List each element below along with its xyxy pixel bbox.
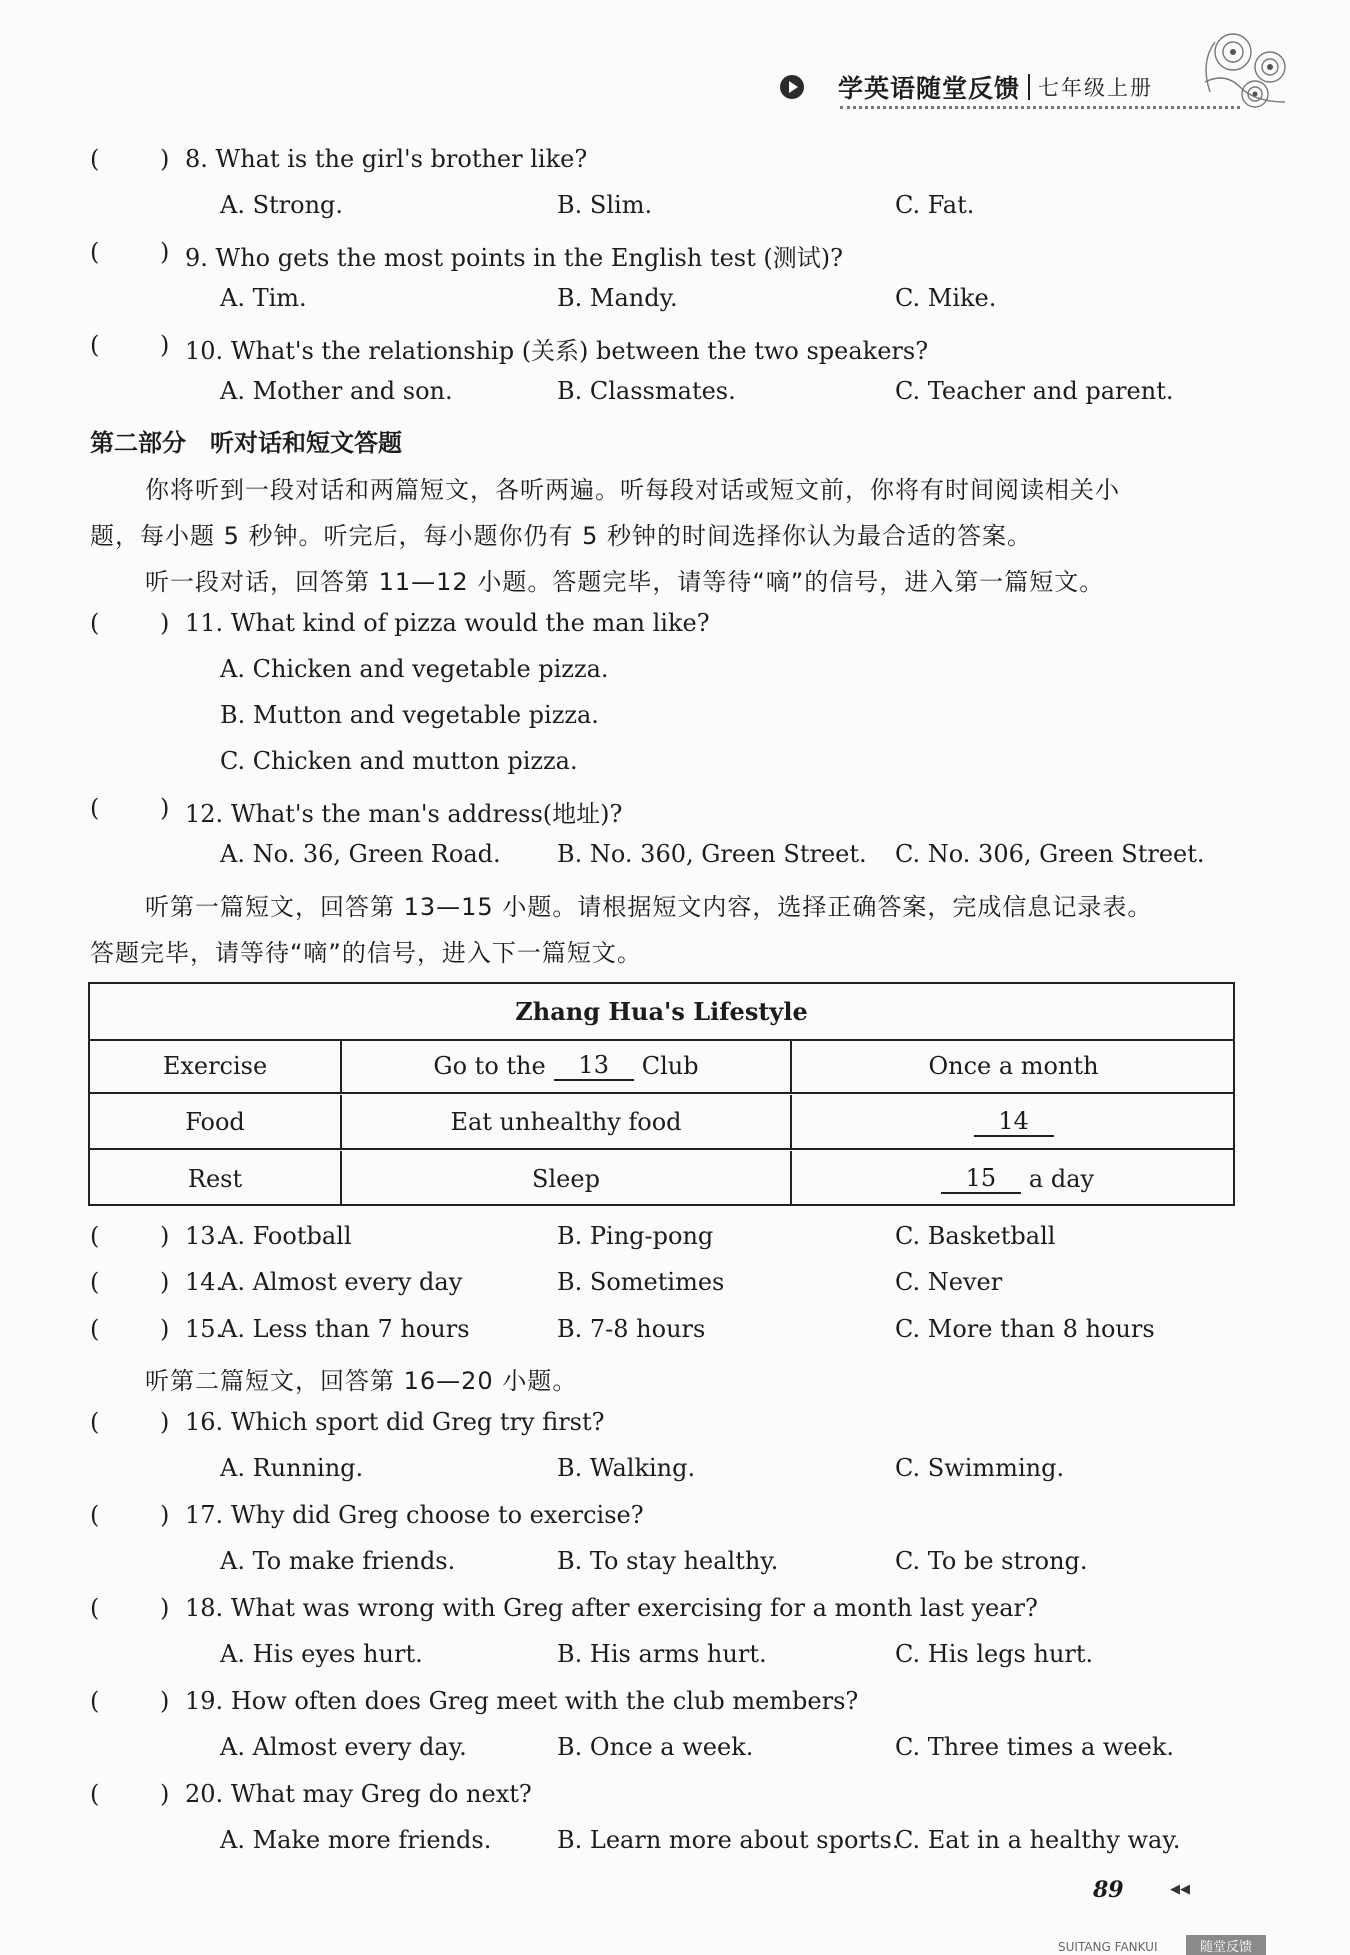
question-number: 14. bbox=[185, 1268, 224, 1296]
table-title: Zhang Hua's Lifestyle bbox=[90, 984, 1233, 1041]
page-number: 89 bbox=[1093, 1877, 1124, 1903]
option-b[interactable]: B. Walking. bbox=[557, 1454, 696, 1482]
option-b[interactable]: B. To stay healthy. bbox=[557, 1547, 779, 1575]
question-11 bbox=[0, 609, 1350, 643]
passage-1-instruction-line-2: 答题完毕，请等待“嘀”的信号，进入下一篇短文。 bbox=[90, 939, 642, 967]
question-17 bbox=[0, 1501, 1350, 1535]
question-text: 16. Which sport did Greg try first? bbox=[185, 1408, 605, 1436]
question-10 bbox=[0, 331, 1350, 365]
answer-paren-open: ( bbox=[90, 609, 100, 637]
answer-paren-open: ( bbox=[90, 238, 100, 266]
question-11-option-c-row bbox=[0, 747, 1350, 781]
question-9 bbox=[0, 238, 1350, 272]
answer-paren-close: ) bbox=[160, 1315, 170, 1343]
rest-frequency: 15 a day bbox=[792, 1151, 1235, 1206]
option-c[interactable]: C. No. 306, Green Street. bbox=[895, 840, 1205, 868]
blank-14[interactable]: 14 bbox=[974, 1107, 1054, 1137]
option-b[interactable]: B. Mutton and vegetable pizza. bbox=[220, 701, 599, 729]
question-8 bbox=[0, 145, 1350, 179]
question-19 bbox=[0, 1687, 1350, 1721]
dialog-instruction: 听一段对话，回答第 11—12 小题。答题完毕，请等待“嘀”的信号，进入第一篇短文。 bbox=[145, 568, 1105, 596]
footer-badge: 随堂反馈 bbox=[1186, 1935, 1266, 1955]
option-c[interactable]: C. Swimming. bbox=[895, 1454, 1065, 1482]
answer-paren-open: ( bbox=[90, 1268, 100, 1296]
blank-13[interactable]: 13 bbox=[554, 1051, 634, 1081]
exercise-frequency: Once a month bbox=[928, 1051, 1099, 1080]
answer-paren-open: ( bbox=[90, 1315, 100, 1343]
option-a[interactable]: A. Strong. bbox=[220, 191, 344, 219]
row-label: Exercise bbox=[90, 1039, 342, 1092]
row-label: Rest bbox=[90, 1151, 342, 1206]
table-row-exercise bbox=[90, 1039, 1233, 1094]
question-text: 17. Why did Greg choose to exercise? bbox=[185, 1501, 644, 1529]
book-title: 学英语随堂反馈 bbox=[838, 74, 1021, 103]
option-b[interactable]: B. Ping-pong bbox=[557, 1222, 714, 1250]
answer-paren-close: ) bbox=[160, 145, 170, 173]
row-label: Food bbox=[90, 1095, 342, 1148]
option-c[interactable]: C. Never bbox=[895, 1268, 1003, 1296]
answer-paren-open: ( bbox=[90, 145, 100, 173]
option-a[interactable]: A. Running. bbox=[220, 1454, 364, 1482]
play-icon bbox=[780, 75, 804, 99]
option-b[interactable]: B. 7-8 hours bbox=[557, 1315, 706, 1343]
question-text: 9. Who gets the most points in the English test (测试)? bbox=[185, 244, 843, 272]
rest-cell: Sleep bbox=[342, 1151, 792, 1206]
question-11-option-b-row bbox=[0, 701, 1350, 735]
question-16-options bbox=[0, 1454, 1350, 1488]
option-a[interactable]: A. Almost every day bbox=[220, 1268, 463, 1296]
answer-paren-close: ) bbox=[160, 1408, 170, 1436]
question-text: 8. What is the girl's brother like? bbox=[185, 145, 588, 173]
option-a[interactable]: A. Chicken and vegetable pizza. bbox=[220, 655, 609, 683]
section-intro-line-1: 你将听到一段对话和两篇短文，各听两遍。听每段对话或短文前，你将有时间阅读相关小 bbox=[145, 476, 1120, 504]
answer-paren-close: ) bbox=[160, 609, 170, 637]
question-18 bbox=[0, 1594, 1350, 1628]
section-intro-line-2: 题，每小题 5 秒钟。听完后，每小题你仍有 5 秒钟的时间选择你认为最合适的答案。 bbox=[90, 522, 1033, 550]
question-text: 10. What's the relationship (关系) between the two speakers? bbox=[185, 337, 929, 365]
book-grade: 七年级上册 bbox=[1038, 76, 1154, 100]
option-b[interactable]: B. Classmates. bbox=[557, 377, 736, 405]
food-frequency bbox=[792, 1095, 1235, 1148]
option-c[interactable]: C. Basketball bbox=[895, 1222, 1056, 1250]
option-c[interactable]: C. More than 8 hours bbox=[895, 1315, 1155, 1343]
option-a[interactable]: A. Tim. bbox=[220, 284, 307, 312]
question-16 bbox=[0, 1408, 1350, 1442]
question-number: 15. bbox=[185, 1315, 224, 1343]
option-c[interactable]: C. Chicken and mutton pizza. bbox=[220, 747, 578, 775]
option-c[interactable]: C. Three times a week. bbox=[895, 1733, 1175, 1761]
answer-paren-open: ( bbox=[90, 794, 100, 822]
question-text: 19. How often does Greg meet with the club members? bbox=[185, 1687, 859, 1715]
question-15 bbox=[0, 1315, 1350, 1349]
option-a[interactable]: A. Less than 7 hours bbox=[220, 1315, 470, 1343]
option-a[interactable]: A. No. 36, Green Road. bbox=[220, 840, 501, 868]
table-row-rest bbox=[90, 1151, 1233, 1206]
answer-paren-close: ) bbox=[160, 1594, 170, 1622]
option-a[interactable]: A. Football bbox=[220, 1222, 352, 1250]
question-19-options bbox=[0, 1733, 1350, 1767]
question-18-options bbox=[0, 1640, 1350, 1674]
answer-paren-close: ) bbox=[160, 1780, 170, 1808]
question-text: 11. What kind of pizza would the man like? bbox=[185, 609, 710, 637]
header-dotted-rule bbox=[840, 106, 1240, 109]
answer-paren-open: ( bbox=[90, 1780, 100, 1808]
answer-paren-open: ( bbox=[90, 1501, 100, 1529]
option-a[interactable]: A. To make friends. bbox=[220, 1547, 456, 1575]
answer-paren-close: ) bbox=[160, 1501, 170, 1529]
answer-paren-open: ( bbox=[90, 1408, 100, 1436]
question-12-options bbox=[0, 840, 1350, 874]
answer-paren-close: ) bbox=[160, 1687, 170, 1715]
question-8-options bbox=[0, 191, 1350, 225]
question-10-options bbox=[0, 377, 1350, 411]
option-b[interactable]: B. Learn more about sports. bbox=[557, 1826, 900, 1854]
option-c[interactable]: C. His legs hurt. bbox=[895, 1640, 1094, 1668]
question-17-options bbox=[0, 1547, 1350, 1581]
double-arrow-left-icon: ◀◀ bbox=[1170, 1882, 1190, 1897]
answer-paren-open: ( bbox=[90, 1222, 100, 1250]
option-b[interactable]: B. His arms hurt. bbox=[557, 1640, 767, 1668]
option-b[interactable]: B. No. 360, Green Street. bbox=[557, 840, 867, 868]
question-12 bbox=[0, 794, 1350, 828]
option-c[interactable]: C. To be strong. bbox=[895, 1547, 1088, 1575]
question-13 bbox=[0, 1222, 1350, 1256]
option-b[interactable]: B. Slim. bbox=[557, 191, 653, 219]
question-20-options bbox=[0, 1826, 1350, 1860]
header-divider bbox=[1028, 74, 1030, 100]
footer-brand: SUITANG FANKUI bbox=[1058, 1940, 1158, 1954]
passage-2-instruction: 听第二篇短文，回答第 16—20 小题。 bbox=[145, 1367, 578, 1395]
question-14 bbox=[0, 1268, 1350, 1302]
option-c[interactable]: C. Mike. bbox=[895, 284, 997, 312]
question-20 bbox=[0, 1780, 1350, 1814]
section-title: 第二部分 听对话和短文答题 bbox=[90, 429, 402, 457]
answer-paren-open: ( bbox=[90, 1594, 100, 1622]
option-b[interactable]: B. Sometimes bbox=[557, 1268, 725, 1296]
question-text: 12. What's the man's address(地址)? bbox=[185, 800, 623, 828]
question-text: 18. What was wrong with Greg after exercising for a month last year? bbox=[185, 1594, 1038, 1622]
exercise-cell: Go to the 13 Club bbox=[342, 1039, 792, 1092]
passage-1-instruction-line-1: 听第一篇短文，回答第 13—15 小题。请根据短文内容，选择正确答案，完成信息记录表。 bbox=[145, 893, 1153, 921]
option-a[interactable]: A. Almost every day. bbox=[220, 1733, 467, 1761]
option-c[interactable]: C. Eat in a healthy way. bbox=[895, 1826, 1181, 1854]
answer-paren-open: ( bbox=[90, 331, 100, 359]
option-b[interactable]: B. Mandy. bbox=[557, 284, 678, 312]
option-c[interactable]: C. Fat. bbox=[895, 191, 975, 219]
lifestyle-table bbox=[88, 982, 1235, 1206]
option-a[interactable]: A. Make more friends. bbox=[220, 1826, 492, 1854]
table-row-food bbox=[90, 1095, 1233, 1150]
answer-paren-close: ) bbox=[160, 331, 170, 359]
answer-paren-close: ) bbox=[160, 1268, 170, 1296]
blank-15[interactable]: 15 bbox=[941, 1164, 1021, 1194]
answer-paren-close: ) bbox=[160, 794, 170, 822]
option-a[interactable]: A. His eyes hurt. bbox=[220, 1640, 423, 1668]
question-text: 20. What may Greg do next? bbox=[185, 1780, 532, 1808]
question-9-options bbox=[0, 284, 1350, 318]
option-c[interactable]: C. Teacher and parent. bbox=[895, 377, 1174, 405]
answer-paren-close: ) bbox=[160, 238, 170, 266]
food-cell: Eat unhealthy food bbox=[342, 1095, 792, 1148]
answer-paren-open: ( bbox=[90, 1687, 100, 1715]
question-11-option-a-row bbox=[0, 655, 1350, 689]
question-number: 13. bbox=[185, 1222, 224, 1250]
page-header bbox=[780, 62, 1153, 112]
option-a[interactable]: A. Mother and son. bbox=[220, 377, 453, 405]
answer-paren-close: ) bbox=[160, 1222, 170, 1250]
option-b[interactable]: B. Once a week. bbox=[557, 1733, 754, 1761]
